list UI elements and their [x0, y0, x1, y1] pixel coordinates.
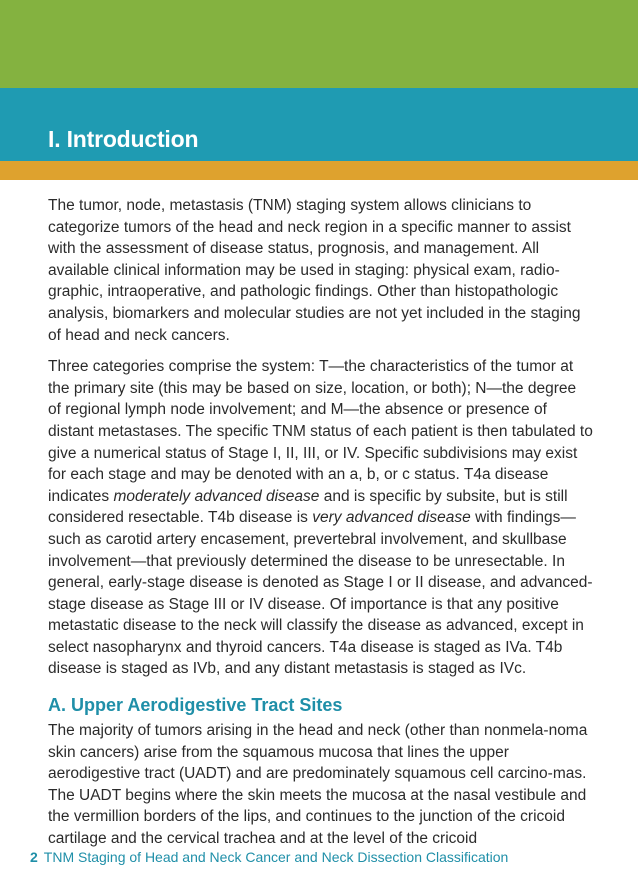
main-content — [48, 195, 593, 860]
page-footer — [30, 848, 630, 866]
running-title: TNM Staging of Head and Neck Cancer and Neck Dissection Classification — [43, 849, 509, 865]
intro-p2-italic-2: very advanced disease — [312, 509, 471, 527]
intro-p2-text-c: with findings—such as carotid artery encasement, prevertebral involvement, and skullbase involvement—that previously determined the disease to be unresectable. In general, early-stage disease is denoted as Stage I or II disease, and advanced-stage disease as Stage III or IV disease. Of importance is that any positive metastatic disease to the neck will classify the disease as advanced, except in select nasopharynx and thyroid cancers. T4a disease is staged as IVa. T4b disease is staged as IVb, and any distant metastasis is staged as IVc. — [48, 509, 593, 678]
header-green-band — [0, 0, 638, 88]
section-a-paragraph-1: The majority of tumors arising in the head and neck (other than nonmela-noma skin cancers) arise from the squamous mucosa that lines the upper aerodigestive tract (UADT) and are predominately squamous cell carcino-mas. The UADT begins where the skin meets the mucosa at the nasal vestibule and the vermillion borders of the lips, and continues to the junction of the cricoid cartilage and the cervical trachea and at the level of the cricoid — [48, 722, 588, 848]
section-a-heading: A. Upper Aerodigestive Tract Sites — [48, 695, 343, 716]
intro-p2-text-b: and is specific by subsite, but is still considered resectable. T4b disease is — [48, 487, 568, 527]
intro-p2-text-a: Three categories comprise the system: T—the characteristics of the tumor at the primary site (this may be based on size, location, or both); N—the degree of regional lymph node involvement; and M—the absence or presence of distant metastases. The specific TNM status of each patient is then tabulated to give a numerical status of Stage I, II, III, or IV. Specific subdivisions may exist for each stage and may be denoted with an a, b, or c status. T4a disease indicates — [48, 358, 593, 505]
page-number: 2 — [30, 849, 38, 865]
section-title: I. Introduction — [48, 126, 199, 152]
intro-p2-italic-1: moderately advanced disease — [113, 487, 320, 505]
intro-paragraph-2 — [48, 356, 593, 680]
intro-paragraph-1: The tumor, node, metastasis (TNM) staging system allows clinicians to categorize tumors of the head and neck region in a specific manner to assist with the assessment of disease status, prognosis, and management. All available clinical information may be used in staging: physical exam, radio-graphic, intraoperative, and pathologic findings. Other than histopathologic analysis, biomarkers and molecular studies are not yet included in the staging of head and neck cancers. — [48, 197, 581, 344]
header-gold-band — [0, 161, 638, 180]
